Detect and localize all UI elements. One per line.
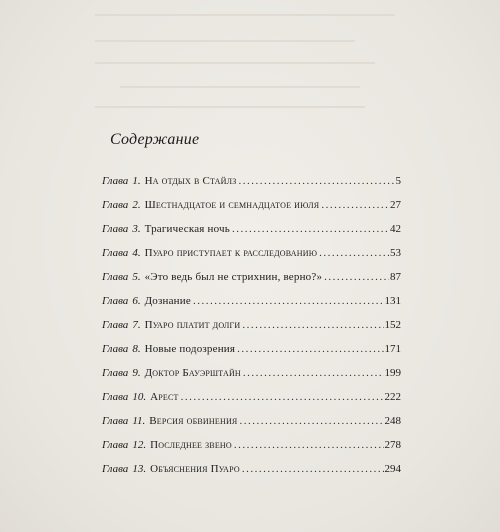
- dot-leader: [237, 343, 383, 355]
- chapter-title: Арест: [150, 391, 179, 403]
- dot-leader: [319, 247, 389, 259]
- chapter-label: Глава: [102, 463, 129, 475]
- toc-entry: [102, 295, 401, 319]
- chapter-title: Шестнадцатое и семнадцатое июля: [144, 199, 320, 211]
- chapter-label: Глава: [102, 175, 129, 187]
- chapter-title: Пуаро платит долги: [144, 319, 241, 331]
- page-number: 87: [390, 271, 401, 283]
- chapter-label: Глава: [102, 199, 129, 211]
- page-number: 27: [390, 199, 401, 211]
- chapter-number: 13.: [132, 463, 147, 475]
- toc-entry: [102, 391, 401, 415]
- toc-entry: [102, 463, 401, 487]
- toc-heading: Содержание: [110, 131, 200, 148]
- chapter-number: 3.: [132, 223, 141, 235]
- chapter-title: Версия обвинения: [149, 415, 238, 427]
- dot-leader: [321, 199, 389, 211]
- chapter-label: Глава: [102, 223, 129, 235]
- chapter-label: Глава: [102, 343, 129, 355]
- chapter-label: Глава: [102, 391, 129, 403]
- dot-leader: [239, 415, 383, 427]
- chapter-title: «Это ведь был не стрихнин, верно?»: [144, 271, 323, 283]
- toc-entry: [102, 439, 401, 463]
- chapter-label: Глава: [102, 367, 129, 379]
- page-number: 42: [390, 223, 401, 235]
- chapter-label: Глава: [102, 319, 129, 331]
- page-number: 131: [384, 295, 401, 307]
- toc-entry: [102, 367, 401, 391]
- show-through-line: [120, 86, 360, 88]
- chapter-number: 5.: [132, 271, 141, 283]
- chapter-number: 9.: [132, 367, 141, 379]
- chapter-title: Объяснения Пуаро: [150, 463, 240, 475]
- page-number: 222: [384, 391, 401, 403]
- toc-entry: [102, 271, 401, 295]
- show-through-line: [95, 14, 395, 16]
- dot-leader: [242, 463, 384, 475]
- chapter-label: Глава: [102, 415, 129, 427]
- chapter-label: Глава: [102, 295, 129, 307]
- chapter-title: На отдых в Стайлз: [144, 175, 237, 187]
- dot-leader: [238, 175, 394, 187]
- dot-leader: [324, 271, 389, 283]
- page-number: 53: [390, 247, 401, 259]
- show-through-line: [95, 62, 375, 64]
- dot-leader: [193, 295, 384, 307]
- page-number: 278: [384, 439, 401, 451]
- dot-leader: [232, 223, 389, 235]
- page-number: 199: [384, 367, 401, 379]
- show-through-line: [95, 106, 365, 108]
- chapter-number: 4.: [132, 247, 141, 259]
- chapter-number: 7.: [132, 319, 141, 331]
- dot-leader: [234, 439, 384, 451]
- page-number: 294: [384, 463, 401, 475]
- chapter-number: 8.: [132, 343, 141, 355]
- toc-entry: [102, 247, 401, 271]
- toc-entry: [102, 415, 401, 439]
- chapter-label: Глава: [102, 439, 129, 451]
- show-through-line: [95, 40, 355, 42]
- chapter-number: 6.: [132, 295, 141, 307]
- chapter-label: Глава: [102, 247, 129, 259]
- toc-entry: [102, 343, 401, 367]
- dot-leader: [181, 391, 384, 403]
- chapter-number: 1.: [132, 175, 141, 187]
- dot-leader: [242, 319, 383, 331]
- chapter-number: 10.: [132, 391, 147, 403]
- chapter-title: Дознание: [144, 295, 191, 307]
- toc-list: [102, 175, 401, 487]
- chapter-number: 12.: [132, 439, 147, 451]
- page-number: 171: [384, 343, 401, 355]
- chapter-title: Последнее звено: [150, 439, 232, 451]
- dot-leader: [243, 367, 384, 379]
- page-number: 248: [384, 415, 401, 427]
- chapter-title: Новые подозрения: [144, 343, 236, 355]
- toc-entry: [102, 223, 401, 247]
- chapter-label: Глава: [102, 271, 129, 283]
- toc-entry: [102, 175, 401, 199]
- chapter-number: 11.: [132, 415, 146, 427]
- toc-entry: [102, 319, 401, 343]
- chapter-title: Пуаро приступает к расследованию: [144, 247, 318, 259]
- page-number: 5: [395, 175, 401, 187]
- chapter-number: 2.: [132, 199, 141, 211]
- page-number: 152: [384, 319, 401, 331]
- chapter-title: Доктор Бауэрштайн: [144, 367, 241, 379]
- chapter-title: Трагическая ночь: [144, 223, 230, 235]
- toc-entry: [102, 199, 401, 223]
